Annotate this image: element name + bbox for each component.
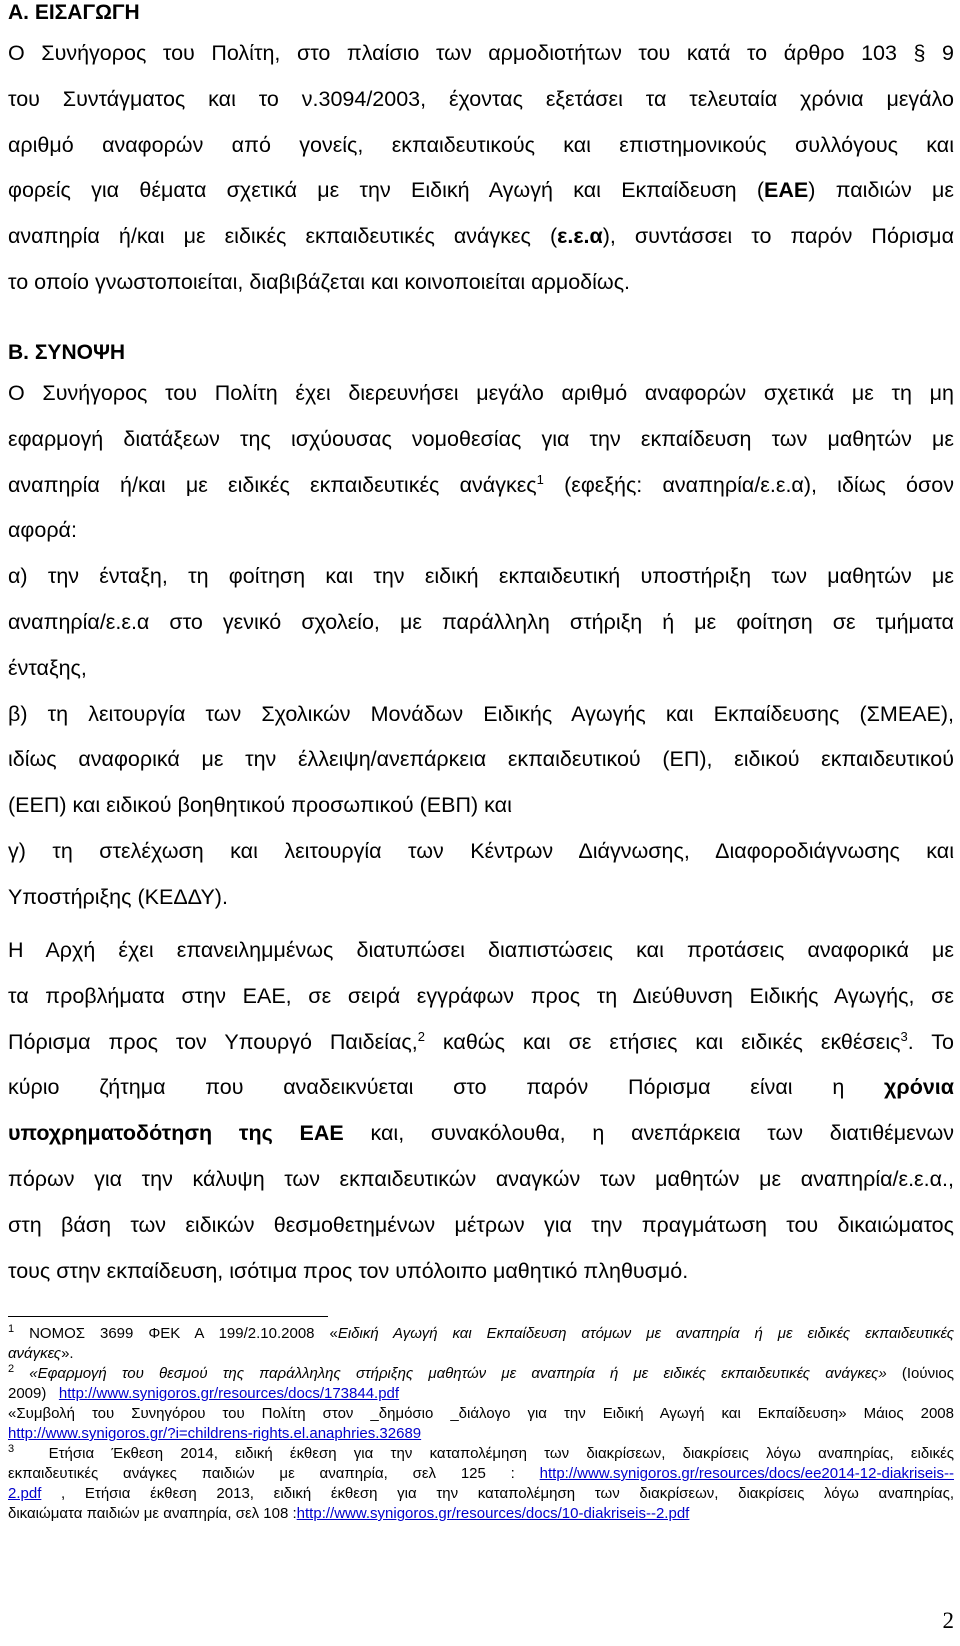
section-b-paragraph-1	[8, 371, 954, 921]
text-line: κύριο ζήτημα που αναδεικνύεται στο παρόν Πόρισμα είναι η χρόνια	[8, 1075, 954, 1100]
text-line: αφορά:	[8, 518, 77, 543]
section-b-heading: Β. ΣΥΝΟΨΗ	[8, 341, 126, 364]
footnote-separator	[8, 1316, 328, 1317]
text-line: του Συντάγματος και το ν.3094/2003, έχοντας εξετάσει τα τελευταία χρόνια μεγάλο	[8, 86, 954, 111]
footnote-link[interactable]: 2.pdf	[8, 1485, 42, 1502]
text-line: φορείς για θέματα σχετικά με την Ειδική Αγωγή και Εκπαίδευση (ΕΑΕ) παιδιών με	[8, 178, 954, 203]
footnote-ref-1: 1	[536, 471, 544, 487]
text-line: β) τη λειτουργία των Σχολικών Μονάδων Ειδικής Αγωγής και Εκπαίδευσης (ΣΜΕΑΕ),	[8, 701, 954, 726]
footnote-link[interactable]: http://www.synigoros.gr/resources/docs/10-diakriseis--2.pdf	[296, 1505, 690, 1522]
text-line: α) την ένταξη, τη φοίτηση και την ειδική εκπαιδευτική υποστήριξη των μαθητών με	[8, 564, 954, 589]
text-line: αριθμό αναφορών από γονείς, εκπαιδευτικούς και επιστημονικούς συλλόγους και	[8, 132, 954, 157]
text-line: στη βάση των ειδικών θεσμοθετημένων μέτρων για την πραγμάτωση του δικαιώματος	[8, 1212, 954, 1237]
text-line: υποχρηματοδότηση της ΕΑΕ και, συνακόλουθα, η ανεπάρκεια των διατιθέμενων	[8, 1121, 955, 1146]
text-line: τα προβλήματα στην ΕΑΕ, σε σειρά εγγράφων προς τη Διεύθυνση Ειδικής Αγωγής, σε	[8, 983, 954, 1008]
section-b-paragraph-2	[8, 928, 954, 1294]
text-line: αναπηρία ή/και με ειδικές εκπαιδευτικές ανάγκες (ε.ε.α), συντάσσει το παρόν Πόρισμα	[8, 224, 954, 249]
footnote-link[interactable]: http://www.synigoros.gr/resources/docs/ee2014-12-diakriseis--	[539, 1465, 954, 1482]
footnote-1: $^1$ ΝΟΜΟΣ 3699 ΦΕΚ Α 199/2.10.2008 «Ειδική Αγωγή και Εκπαίδευση ατόμων με αναπηρία ή με ειδικές εκπαιδευτικές ανάγκες».	[8, 1323, 954, 1362]
text-line: γ) τη στελέχωση και λειτουργία των Κέντρων Διάγνωσης, Διαφοροδιάγνωσης και	[8, 838, 954, 863]
text-line: Πόρισμα προς τον Υπουργό Παιδείας,$^2$ καθώς και σε ετήσιες και ειδικές εκθέσεις$^3$. Το	[8, 1028, 954, 1054]
text-line: αναπηρία ή/και με ειδικές εκπαιδευτικές ανάγκες$^1$ (εφεξής: αναπηρία/ε.ε.α), ιδίως όσον	[8, 471, 954, 497]
text-line: εφαρμογή διατάξεων της ισχύουσας νομοθεσίας για την εκπαίδευση των μαθητών με	[8, 426, 954, 451]
footnote-ref-3: 3	[900, 1028, 908, 1044]
text-line: τους στην εκπαίδευση, ισότιμα προς τον υπόλοιπο μαθητικό πληθυσμό.	[8, 1258, 689, 1283]
footnote-link[interactable]: http://www.synigoros.gr/?i=childrens-rights.el.anaphries.32689	[8, 1425, 422, 1442]
footnote-ref-2: 2	[417, 1028, 425, 1044]
footnote-2: $^2$ «Εφαρμογή του θεσμού της παράλληλης στήριξης μαθητών με αναπηρία ή με ειδικές εκπαιδευτικές ανάγκες» (Ιούνιος 2009) http://www.synigoros.gr/resources/docs/173844.pdf «Συμβολή του Συνηγόρου του Πολίτη στον _δημόσιο _διάλογο για την Ειδική Αγωγή και Εκπαίδευση» Μάιος 2008 http://www.synigoros.gr/?i=childrens-rights.el.anaphries.32689	[8, 1363, 954, 1442]
text-line: (ΕΕΠ) και ειδικού βοηθητικού προσωπικού (ΕΒΠ) και	[8, 793, 512, 818]
text-line: το οποίο γνωστοποιείται, διαβιβάζεται και κοινοποιείται αρμοδίως.	[8, 269, 631, 294]
text-line: Υποστήριξης (ΚΕΔΔΥ).	[8, 884, 228, 909]
text-line: πόρων για την κάλυψη των εκπαιδευτικών αναγκών των μαθητών με αναπηρία/ε.ε.α.,	[8, 1166, 954, 1191]
text-line: ιδίως αναφορικά με την έλλειψη/ανεπάρκεια εκπαιδευτικού (ΕΠ), ειδικού εκπαιδευτικού	[8, 747, 954, 772]
text-line: Ο Συνήγορος του Πολίτη έχει διερευνήσει μεγάλο αριθμό αναφορών σχετικά με τη μη	[8, 381, 954, 405]
text-line: Η Αρχή έχει επανειλημμένως διατυπώσει διαπιστώσεις και προτάσεις αναφορικά με	[8, 938, 954, 962]
footnote-link[interactable]: http://www.synigoros.gr/resources/docs/173844.pdf	[58, 1385, 400, 1402]
text-line: Ο Συνήγορος του Πολίτη, στο πλαίσιο των αρμοδιοτήτων του κατά το άρθρο 103 § 9	[8, 41, 954, 65]
text-line: αναπηρία/ε.ε.α στο γενικό σχολείο, με παράλληλη στήριξη ή με φοίτηση σε τμήματα	[8, 609, 954, 634]
page-number: 2	[942, 1608, 954, 1633]
footnote-3: $^3$ Ετήσια Έκθεση 2014, ειδική έκθεση για την καταπολέμηση των διακρίσεων, διακρίσεις λόγω αναπηρίας, ειδικές εκπαιδευτικές ανάγκες παιδιών με αναπηρία, σελ 125 : http://www.synigoros.gr/resources/docs/ee2014-12-diakriseis-- 2.pdf , Ετήσια έκθεση 2013, ειδική έκθεση για την καταπολέμηση των διακρίσεων, διακρίσεις λόγω αναπηρίας, δικαιώματα παιδιών με αναπηρία, σελ 108 :http://www.synigoros.gr/resources/docs/10-diakriseis--2.pdf	[8, 1443, 954, 1522]
section-a-paragraph	[8, 31, 954, 306]
section-a-heading: Α. ΕΙΣΑΓΩΓΗ	[8, 1, 140, 24]
text-line: ένταξης,	[8, 655, 87, 680]
